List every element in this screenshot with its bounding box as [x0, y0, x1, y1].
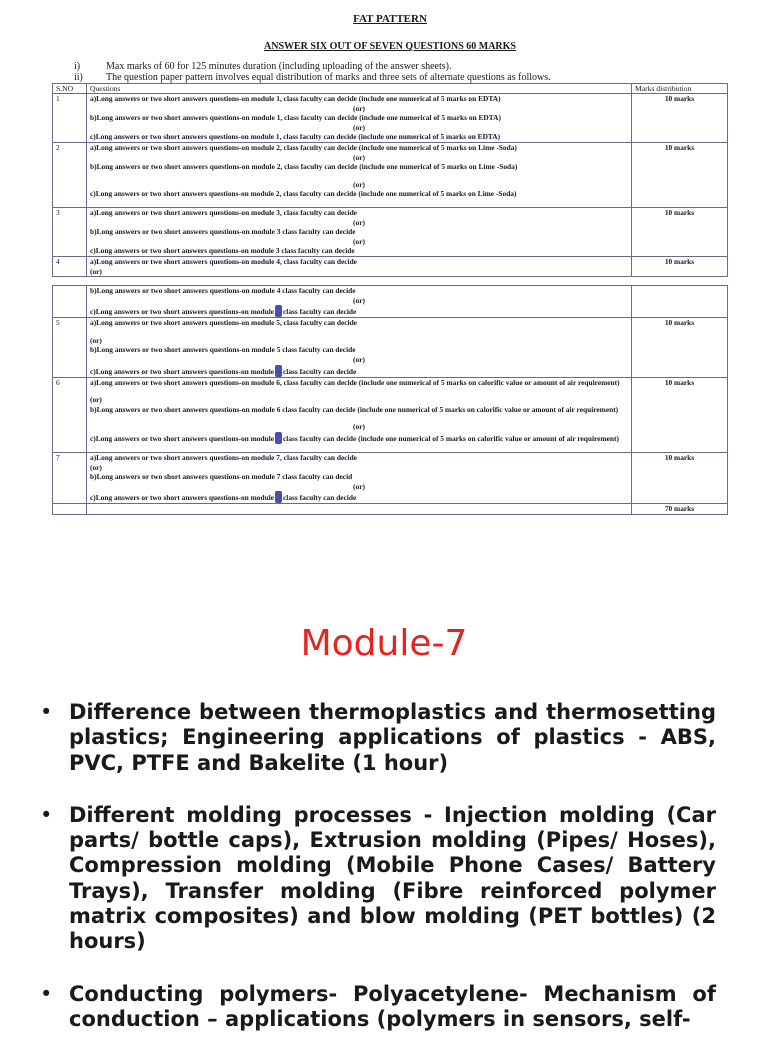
total-marks-cell: 70 marks — [632, 504, 728, 515]
question-option-c: c)Long answers or two short answers questions-on module 2, class faculty can decide (include one numerical of 5 marks on Lime -Soda) — [90, 189, 517, 199]
question-option-b: b)Long answers or two short answers questions-on module 7 class faculty can decid — [90, 472, 353, 482]
table-row — [53, 286, 728, 318]
sno-cell: 2 — [53, 142, 87, 207]
bullet-icon: • — [40, 981, 53, 1006]
note-number: i) — [74, 61, 81, 72]
question-text: c)Long answers or two short answers questions-on module — [90, 366, 275, 376]
question-text: c)Long answers or two short answers questions-on module — [90, 493, 275, 503]
questions-cell — [87, 286, 632, 318]
sno-cell: 3 — [53, 207, 87, 256]
questions-cell — [87, 207, 632, 256]
questions-cell — [87, 504, 632, 515]
list-item — [40, 700, 716, 776]
or-label: (or) — [353, 217, 365, 227]
table-row — [53, 453, 728, 504]
sno-cell — [53, 286, 87, 318]
marks-cell: 10 marks — [632, 94, 728, 143]
question-option-b: b)Long answers or two short answers questions-on module 3 class faculty can decide — [90, 227, 356, 237]
sno-cell: 6 — [53, 377, 87, 452]
question-option-c — [90, 491, 628, 503]
question-option-c — [90, 365, 628, 377]
questions-cell — [87, 94, 632, 143]
marks-cell: 10 marks — [632, 377, 728, 452]
list-item — [40, 803, 716, 955]
question-option-a: a)Long answers or two short answers questions-on module 3, class faculty can decide — [90, 207, 357, 217]
sno-cell — [53, 504, 87, 515]
marks-cell — [632, 286, 728, 318]
header-sno: S.NO — [53, 84, 87, 94]
question-option-b: b)Long answers or two short answers questions-on module 4 class faculty can decide — [90, 286, 356, 296]
questions-cell — [87, 256, 632, 276]
question-option-c — [90, 305, 628, 317]
question-text: class faculty can decide — [283, 366, 357, 376]
marks-cell: 10 marks — [632, 256, 728, 276]
question-option-c: c)Long answers or two short answers questions-on module 1, class faculty can decide (include one numerical of 5 marks on EDTA) — [90, 132, 501, 142]
question-text: c)Long answers or two short answers questions-on module — [90, 434, 275, 444]
table-row — [53, 377, 728, 452]
question-pattern-table-part2 — [52, 285, 728, 515]
question-text: class faculty can decide (include one numerical of 5 marks on calorific value or amount of air requirement) — [283, 434, 619, 444]
bullet-text: Difference between thermoplastics and thermosetting plastics; Engineering applications of plastics - ABS, PVC, PTFE and Bakelite (1 hour) — [69, 700, 716, 775]
or-label: (or) — [353, 179, 365, 189]
header-marks: Marks distribution — [632, 84, 728, 94]
question-option-c — [90, 432, 628, 444]
or-label: (or) — [90, 462, 102, 472]
highlight-marker-icon — [275, 432, 282, 444]
table-header-row — [53, 84, 728, 94]
question-option-b: b)Long answers or two short answers questions-on module 2, class faculty can decide (include one numerical of 5 marks on Lime -Soda) — [90, 162, 518, 172]
question-option-a: a)Long answers or two short answers questions-on module 7, class faculty can decide — [90, 453, 357, 463]
question-option-a: a)Long answers or two short answers questions-on module 2, class faculty can decide (include one numerical of 5 marks on Lime -Soda) — [90, 142, 517, 152]
bullet-text: Different molding processes - Injection molding (Car parts/ bottle caps), Extrusion molding (Pipes/ Hoses), Compression molding (Mobile Phone Cases/ Battery Trays), Transfer molding (Fibre reinforced polymer matrix composites) and blow molding (PET bottles) (2 hours) — [69, 802, 716, 954]
questions-cell — [87, 318, 632, 377]
questions-cell — [87, 142, 632, 207]
bullet-list — [40, 700, 716, 1059]
table-row — [53, 94, 728, 143]
highlight-marker-icon — [275, 491, 282, 503]
or-label: (or) — [90, 266, 102, 276]
question-text: c)Long answers or two short answers questions-on module — [90, 307, 275, 317]
marks-cell: 10 marks — [632, 453, 728, 504]
or-label: (or) — [90, 335, 102, 345]
question-pattern-table-part1 — [52, 83, 728, 277]
header-questions: Questions — [87, 84, 632, 94]
list-item — [40, 982, 716, 1033]
marks-cell: 10 marks — [632, 142, 728, 207]
question-text: class faculty can decide — [283, 307, 357, 317]
question-option-a: a)Long answers or two short answers questions-on module 5, class faculty can decide — [90, 318, 357, 328]
bullet-text: Conducting polymers- Polyacetylene- Mechanism of conduction – applications (polymers in sensors, self- — [69, 981, 716, 1031]
question-option-a: a)Long answers or two short answers questions-on module 6, class faculty can decide (include one numerical of 5 marks on calorific value or amount of air requirement) — [90, 377, 620, 387]
table-row — [53, 207, 728, 256]
document-subtitle: ANSWER SIX OUT OF SEVEN QUESTIONS 60 MARKS — [264, 41, 516, 52]
sno-cell: 7 — [53, 453, 87, 504]
marks-cell: 10 marks — [632, 207, 728, 256]
questions-cell — [87, 453, 632, 504]
table-row — [53, 256, 728, 276]
question-text: class faculty can decide — [283, 493, 357, 503]
note-item — [52, 72, 728, 83]
or-label: (or) — [90, 395, 102, 405]
note-text: Max marks of 60 for 125 minutes duration (including uploading of the answer sheets). — [106, 61, 452, 72]
instruction-notes — [52, 61, 728, 83]
question-option-b: b)Long answers or two short answers questions-on module 6 class faculty can decide (include one numerical of 5 marks on calorific value or amount of air requirement) — [90, 404, 619, 414]
or-label: (or) — [353, 236, 365, 246]
highlight-marker-icon — [275, 365, 282, 377]
note-text: The question paper pattern involves equal distribution of marks and three sets of alternate questions as follows. — [106, 72, 551, 83]
sno-cell: 1 — [53, 94, 87, 143]
total-row — [53, 504, 728, 515]
sno-cell: 5 — [53, 318, 87, 377]
fat-pattern-document — [52, 12, 728, 515]
marks-cell: 10 marks — [632, 318, 728, 377]
or-label: (or) — [353, 103, 365, 113]
question-option-a: a)Long answers or two short answers questions-on module 4, class faculty can decide — [90, 256, 357, 266]
module-heading: Module-7 — [300, 623, 468, 664]
note-item — [52, 61, 728, 72]
question-option-b: b)Long answers or two short answers questions-on module 1, class faculty can decide (include one numerical of 5 marks on EDTA) — [90, 113, 501, 123]
or-label: (or) — [353, 122, 365, 132]
document-title: FAT PATTERN — [353, 13, 427, 25]
table-row — [53, 318, 728, 377]
or-label: (or) — [353, 295, 365, 305]
question-option-b: b)Long answers or two short answers questions-on module 5 class faculty can decide — [90, 345, 356, 355]
bullet-icon: • — [40, 700, 53, 724]
bullet-icon: • — [40, 802, 53, 827]
note-number: ii) — [74, 72, 83, 83]
or-label: (or) — [353, 152, 365, 162]
or-label: (or) — [353, 355, 365, 365]
question-option-a: a)Long answers or two short answers questions-on module 1, class faculty can decide (include one numerical of 5 marks on EDTA) — [90, 94, 501, 103]
table-row — [53, 142, 728, 207]
questions-cell — [87, 377, 632, 452]
sno-cell: 4 — [53, 256, 87, 276]
or-label: (or) — [353, 481, 365, 491]
or-label: (or) — [353, 422, 365, 432]
highlight-marker-icon — [275, 305, 282, 317]
question-option-c: c)Long answers or two short answers questions-on module 3 class faculty can decide — [90, 246, 355, 256]
